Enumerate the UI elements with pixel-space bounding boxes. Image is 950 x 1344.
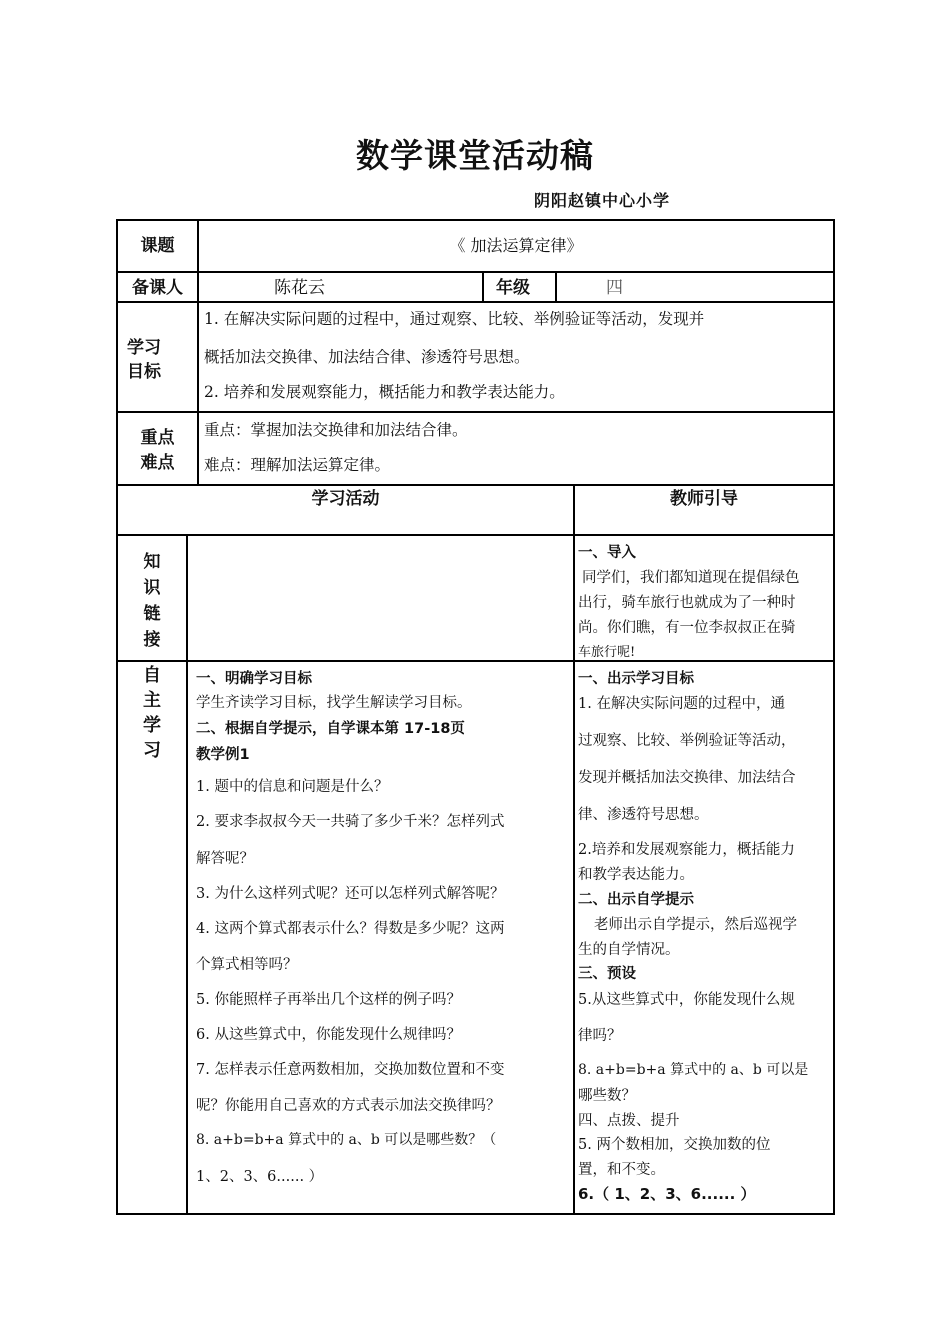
guide-text: 发现并概括加法交换律、加法结合: [578, 770, 796, 786]
self-study-label-char: 主: [143, 690, 161, 711]
guide-heading-3: 三、预设: [578, 966, 636, 982]
keypoints-label: [118, 426, 197, 476]
guide-text: 2.培养和发展观察能力，概括能力: [578, 842, 795, 858]
grade-label: 年级: [496, 278, 530, 298]
activity-column-header: 学习活动: [311, 489, 380, 509]
intro-line: 车旅行呢!: [578, 645, 636, 660]
intro-line: 尚。你们瞧，有一位李叔叔正在骑: [578, 620, 796, 636]
guide-text: 律吗？: [578, 1028, 622, 1044]
self-study-label-char: 自: [143, 665, 161, 686]
guide-text: 8. a+b=b+a 算式中的 a、b 可以是: [578, 1062, 809, 1078]
knowledge-label-char: 知: [143, 552, 161, 572]
topic-value: 《 加法运算定律》: [449, 236, 583, 255]
guide-text: 5.从这些算式中，你能发现什么规: [578, 992, 795, 1008]
keypoints-label-1: 重点: [140, 428, 175, 448]
guide-text: 置，和不变。: [578, 1162, 665, 1178]
guide-column-header: 教师引导: [670, 489, 738, 509]
knowledge-label: [140, 549, 164, 653]
activity-question: 1、2、3、6...... ）: [196, 1169, 324, 1185]
school-name: 阴阳赵镇中心小学: [534, 191, 671, 210]
difficulty-point: 难点：理解加法运算定律。: [204, 456, 391, 474]
activity-heading-1: 一、明确学习目标: [196, 671, 312, 687]
guide-text: 和教学表达能力。: [578, 867, 694, 883]
guide-text: 5. 两个数相加，交换加数的位: [578, 1137, 771, 1153]
knowledge-label-char: 链: [143, 604, 161, 624]
intro-line: 同学们，我们都知道现在提倡绿色: [582, 570, 800, 586]
guide-text: 过观察、比较、举例验证等活动，: [578, 733, 796, 749]
activity-question: 1. 题中的信息和问题是什么？: [196, 779, 389, 795]
activity-heading-3: 教学例1: [196, 747, 250, 763]
activity-text: 学生齐读学习目标，找学生解读学习目标。: [196, 695, 472, 711]
page-title: 数学课堂活动稿: [356, 136, 594, 175]
activity-question: 2. 要求李叔叔今天一共骑了多少千米？怎样列式: [196, 814, 505, 830]
intro-line: 出行，骑车旅行也就成为了一种时: [578, 595, 796, 611]
guide-text: 6.（ 1、2、3、6...... ）: [578, 1185, 756, 1203]
goals-label-1: 学习: [127, 338, 161, 358]
guide-text: 律、渗透符号思想。: [578, 807, 709, 823]
self-study-label-char: 学: [143, 715, 161, 736]
activity-heading-2: 二、根据自学提示，自学课本第 17-18页: [196, 721, 465, 737]
activity-question: 个算式相等吗？: [196, 957, 298, 973]
preparer-value: 陈花云: [274, 278, 325, 298]
activity-question: 5. 你能照样子再举出几个这样的例子吗？: [196, 992, 461, 1008]
activity-question: 8. a+b=b+a 算式中的 a、b 可以是哪些数？（: [196, 1132, 497, 1148]
guide-heading-1: 一、出示学习目标: [578, 671, 694, 687]
preparer-label: 备课人: [132, 278, 183, 298]
topic-label: 课题: [140, 236, 175, 256]
activity-question: 3. 为什么这样列式呢？还可以怎样列式解答呢？: [196, 886, 505, 902]
key-point: 重点：掌握加法交换律和加法结合律。: [204, 421, 468, 439]
guide-text: 1. 在解决实际问题的过程中，通: [578, 696, 785, 712]
activity-question: 呢？你能用自己喜欢的方式表示加法交换律吗？: [196, 1098, 501, 1114]
intro-heading: 一、导入: [578, 545, 636, 561]
guide-text: 老师出示自学提示，然后巡视学: [594, 917, 797, 933]
activity-question: 7. 怎样表示任意两数相加，交换加数位置和不变: [196, 1062, 505, 1078]
activity-question: 6. 从这些算式中，你能发现什么规律吗？: [196, 1027, 461, 1043]
guide-text: 生的自学情况。: [578, 942, 680, 958]
goal-line-3: 2. 培养和发展观察能力，概括能力和教学表达能力。: [204, 383, 565, 401]
keypoints-label-2: 难点: [140, 453, 175, 473]
guide-heading-4: 四、点拨、提升: [578, 1113, 680, 1129]
goals-label-2: 目标: [127, 362, 161, 382]
goal-line-2: 概括加法交换律、加法结合律、渗透符号思想。: [204, 348, 530, 366]
goal-line-1: 1. 在解决实际问题的过程中，通过观察、比较、举例验证等活动，发现并: [204, 310, 705, 328]
grade-value: 四: [606, 278, 623, 298]
activity-question: 解答呢？: [196, 851, 254, 867]
guide-text: 哪些数？: [578, 1088, 636, 1104]
guide-heading-2: 二、出示自学提示: [578, 892, 694, 908]
goals-label: [118, 336, 170, 384]
knowledge-label-char: 接: [143, 630, 161, 650]
knowledge-label-char: 识: [143, 578, 161, 598]
self-study-label: [140, 663, 164, 763]
self-study-label-char: 习: [143, 740, 161, 761]
activity-question: 4. 这两个算式都表示什么？得数是多少呢？这两: [196, 921, 505, 937]
